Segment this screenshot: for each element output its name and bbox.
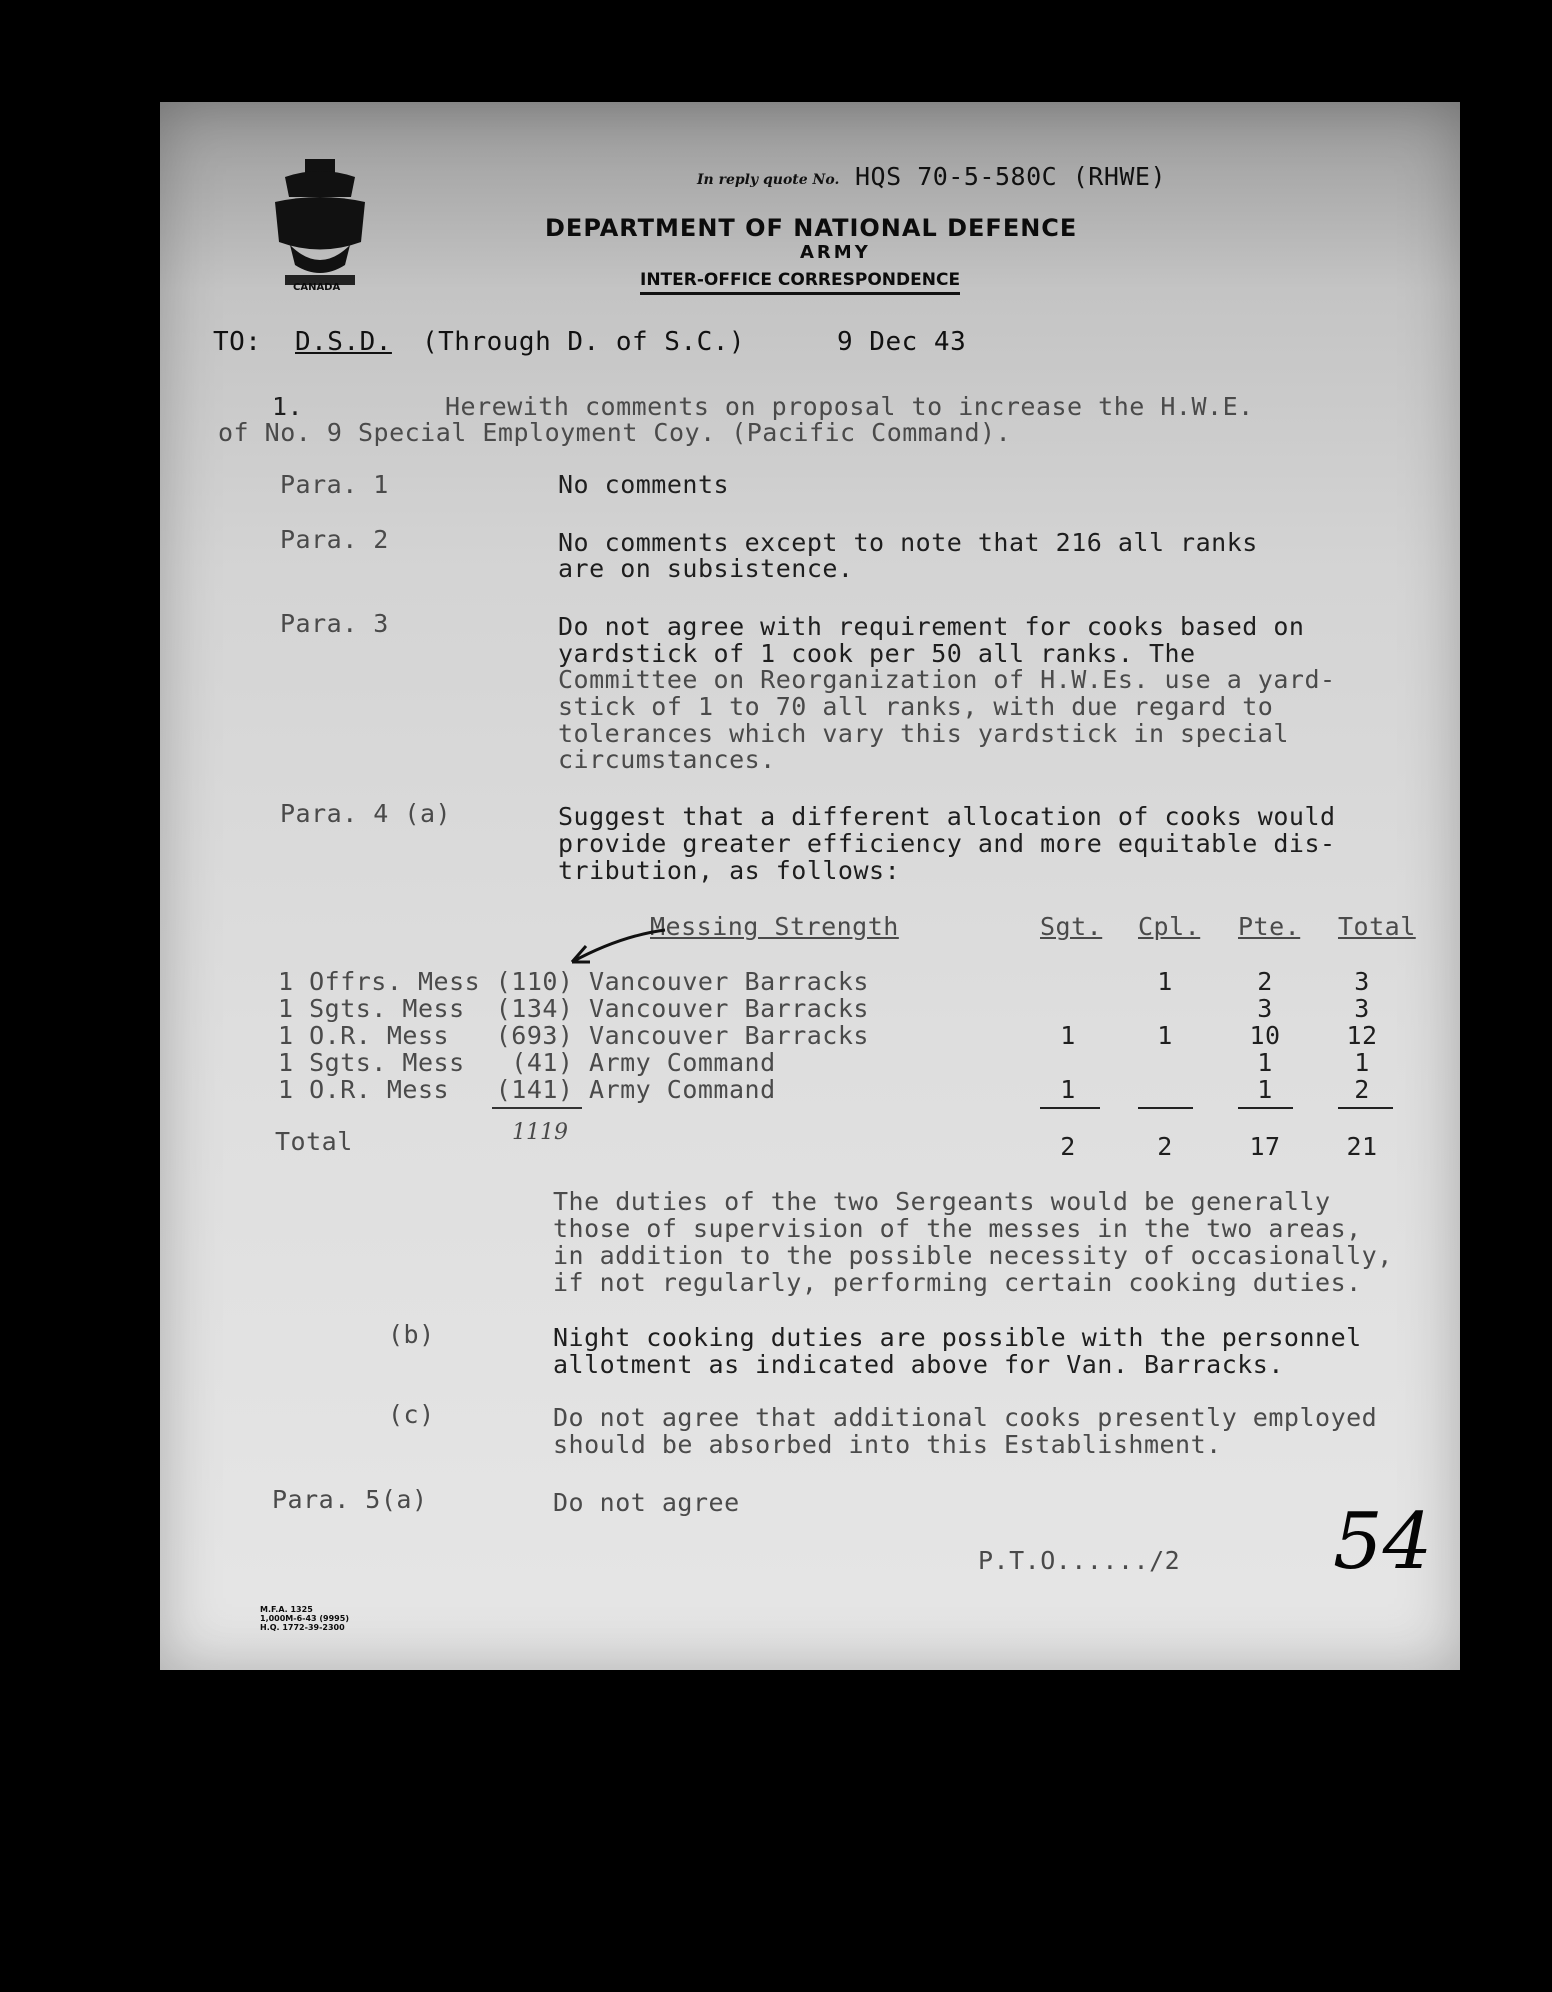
table-header-pte: Pte.	[1238, 912, 1301, 941]
table-cell-total: 3	[1354, 967, 1370, 996]
para-label: Para. 3	[280, 609, 389, 638]
to-label: TO:	[213, 327, 262, 357]
para-text: are on subsistence.	[558, 554, 854, 583]
total-total: 21	[1346, 1132, 1378, 1161]
table-row-label: 1 O.R. Mess (141) Army Command	[278, 1075, 776, 1104]
reference-number: HQS 70-5-580C (RHWE)	[855, 162, 1167, 191]
table-row-label: 1 O.R. Mess (693) Vancouver Barracks	[278, 1021, 869, 1050]
para-text: if not regularly, performing certain cooking duties.	[553, 1268, 1362, 1297]
intro-number: 1.	[272, 392, 304, 421]
para-text: Do not agree that additional cooks presently employed	[553, 1403, 1378, 1432]
table-header-messing: Messing Strength	[650, 912, 899, 941]
table-header-total: Total	[1338, 912, 1416, 941]
reply-prefix: In reply quote No.	[697, 172, 840, 188]
para-text: No comments except to note that 216 all ranks	[558, 528, 1258, 557]
para-label: Para. 5(a)	[272, 1485, 428, 1514]
para-text: Suggest that a different allocation of cooks would	[558, 802, 1336, 831]
crest-caption: CANADA	[293, 282, 341, 293]
para-text: Do not agree	[553, 1488, 740, 1517]
intro-line: Herewith comments on proposal to increase the H.W.E.	[445, 392, 1254, 421]
para-text: tolerances which vary this yardstick in special	[558, 719, 1289, 748]
table-cell-pte: 2	[1257, 967, 1273, 996]
para-text: The duties of the two Sergeants would be generally	[553, 1187, 1331, 1216]
para-label: Para. 4 (a)	[280, 799, 452, 828]
table-cell-sgt: 1	[1060, 1021, 1076, 1050]
para-text: No comments	[558, 470, 730, 499]
canada-crest-icon	[265, 157, 375, 297]
sum-line	[492, 1107, 582, 1109]
para-text: in addition to the possible necessity of occasionally,	[553, 1241, 1393, 1270]
para-text: provide greater efficiency and more equitable dis-	[558, 829, 1336, 858]
document-page	[160, 102, 1460, 1670]
total-label: Total	[275, 1127, 353, 1156]
table-cell-total: 2	[1354, 1075, 1370, 1104]
para-text: circumstances.	[558, 745, 776, 774]
para-label: Para. 1	[280, 470, 389, 499]
to-addressee: D.S.D.	[295, 327, 392, 357]
para-text: Night cooking duties are possible with the personnel	[553, 1323, 1362, 1352]
table-row-label: 1 Sgts. Mess (41) Army Command	[278, 1048, 776, 1077]
para-text: those of supervision of the messes in the two areas,	[553, 1214, 1362, 1243]
subpara-label: (b)	[388, 1320, 435, 1349]
table-cell-pte: 1	[1257, 1048, 1273, 1077]
para-text: Do not agree with requirement for cooks based on	[558, 612, 1305, 641]
table-cell-pte: 1	[1257, 1075, 1273, 1104]
document-type: INTER-OFFICE CORRESPONDENCE	[640, 270, 960, 295]
total-pte: 17	[1249, 1132, 1281, 1161]
table-row-label: 1 Offrs. Mess (110) Vancouver Barracks	[278, 967, 869, 996]
pto-note: P.T.O....../2	[978, 1546, 1181, 1575]
table-cell-cpl: 1	[1157, 1021, 1173, 1050]
branch-title: ARMY	[800, 242, 871, 263]
table-cell-total: 1	[1354, 1048, 1370, 1077]
memo-date: 9 Dec 43	[837, 327, 967, 357]
total-cpl: 2	[1157, 1132, 1173, 1161]
para-text: Committee on Reorganization of H.W.Es. use a yard-	[558, 665, 1336, 694]
to-through: (Through D. of S.C.)	[422, 327, 746, 357]
table-cell-total: 12	[1346, 1021, 1378, 1050]
para-text: yardstick of 1 cook per 50 all ranks. The	[558, 639, 1196, 668]
intro-line: of No. 9 Special Employment Coy. (Pacific Command).	[218, 418, 1012, 447]
table-row-label: 1 Sgts. Mess (134) Vancouver Barracks	[278, 994, 869, 1023]
para-text: should be absorbed into this Establishment.	[553, 1430, 1222, 1459]
table-cell-pte: 3	[1257, 994, 1273, 1023]
table-cell-sgt: 1	[1060, 1075, 1076, 1104]
para-label: Para. 2	[280, 525, 389, 554]
sum-line	[1338, 1107, 1393, 1109]
sum-line	[1238, 1107, 1293, 1109]
para-text: tribution, as follows:	[558, 856, 901, 885]
handwritten-total: 1119	[512, 1120, 568, 1145]
form-code: M.F.A. 1325	[260, 1605, 313, 1614]
table-header-cpl: Cpl.	[1138, 912, 1201, 941]
subpara-label: (c)	[388, 1400, 435, 1429]
table-cell-total: 3	[1354, 994, 1370, 1023]
form-code: H.Q. 1772-39-2300	[260, 1623, 345, 1632]
page-number: 54	[1333, 1497, 1433, 1587]
total-sgt: 2	[1060, 1132, 1076, 1161]
sum-line	[1138, 1107, 1193, 1109]
handwritten-arrow-icon	[560, 922, 670, 972]
form-code: 1,000M-6-43 (9995)	[260, 1614, 349, 1623]
department-title: DEPARTMENT OF NATIONAL DEFENCE	[545, 214, 1078, 242]
sum-line	[1040, 1107, 1100, 1109]
table-cell-pte: 10	[1249, 1021, 1281, 1050]
table-header-sgt: Sgt.	[1040, 912, 1103, 941]
table-cell-cpl: 1	[1157, 967, 1173, 996]
para-text: allotment as indicated above for Van. Barracks.	[553, 1350, 1284, 1379]
para-text: stick of 1 to 70 all ranks, with due regard to	[558, 692, 1274, 721]
